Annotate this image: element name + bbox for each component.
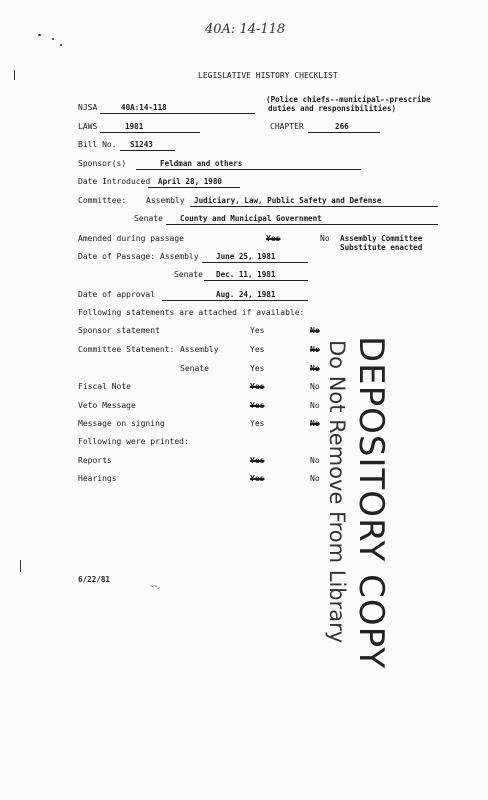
amended-no: No — [320, 234, 330, 243]
depository-stamp — [281, 336, 391, 670]
hearings-label: Hearings — [78, 474, 117, 483]
reports-yes: Yes — [250, 456, 265, 465]
sponsors-underline — [136, 169, 361, 170]
sponsor-statement-yes: Yes — [250, 326, 265, 335]
statements-heading: Following statements are attached if available: — [78, 308, 305, 317]
amended-note-line-1: Assembly Committee — [340, 234, 423, 243]
signing-message-label: Message on signing — [78, 419, 165, 428]
scan-speck — [38, 34, 41, 36]
committee-statement-assembly-no: No — [310, 345, 320, 354]
introduced-underline — [148, 187, 240, 188]
approval-underline — [162, 300, 308, 301]
passage-senate-label: Senate — [174, 270, 203, 279]
sponsor-statement-label: Sponsor statement — [78, 326, 160, 335]
committee-statement-assembly-label: Assembly — [180, 345, 219, 354]
stamp-line-1: DEPOSITORY COPY — [351, 336, 391, 670]
sponsors-label: Sponsor(s) — [78, 159, 127, 168]
bill-underline — [120, 150, 175, 151]
passage-assembly-value: June 25, 1981 — [216, 252, 276, 261]
scan-mark: ~~, — [150, 583, 161, 590]
introduced-value: April 28, 1980 — [158, 177, 223, 186]
fiscal-note-label: Fiscal Note — [78, 382, 131, 391]
passage-senate-underline — [204, 280, 308, 281]
bill-label: Bill No. — [78, 140, 117, 149]
laws-underline — [100, 132, 200, 133]
subject-line-2: duties and responsibilities) — [268, 104, 397, 113]
amended-label: Amended during passage — [78, 234, 184, 243]
laws-label: LAWS — [78, 122, 98, 131]
stamp-line-2: Do Not Remove From Library — [325, 340, 349, 644]
veto-message-yes: Yes — [250, 401, 265, 410]
passage-senate-value: Dec. 11, 1981 — [216, 270, 276, 279]
scan-speck — [14, 70, 15, 80]
veto-message-no: No — [310, 401, 320, 410]
signing-message-yes: Yes — [250, 419, 265, 428]
committee-statement-senate-label: Senate — [180, 364, 209, 373]
chapter-value: 266 — [335, 122, 349, 131]
committee-label: Committee: — [78, 196, 127, 205]
passage-assembly-underline — [202, 262, 308, 263]
fiscal-note-no: No — [310, 382, 320, 391]
committee-statement-assembly-yes: Yes — [250, 345, 265, 354]
committee-statement-label: Committee Statement: — [78, 345, 175, 354]
veto-message-label: Veto Message — [78, 401, 136, 410]
amended-note-line-2: Substitute enacted — [340, 243, 423, 252]
fiscal-note-yes: Yes — [250, 382, 265, 391]
scan-speck — [52, 38, 54, 40]
signing-message-no: No — [310, 419, 320, 428]
committee-statement-senate-no: No — [310, 364, 320, 373]
chapter-underline — [308, 132, 380, 133]
njsa-underline — [100, 113, 255, 114]
reports-label: Reports — [78, 456, 112, 465]
passage-assembly-label: Assembly — [160, 252, 199, 261]
committee-statement-senate-yes: Yes — [250, 364, 265, 373]
committee-assembly-label: Assembly — [146, 196, 185, 205]
handwritten-reference: 40A: 14-118 — [205, 22, 286, 37]
chapter-label: CHAPTER — [270, 122, 304, 131]
njsa-label: NJSA — [78, 103, 98, 112]
reports-no: No — [310, 456, 320, 465]
amended-yes: Yes — [266, 234, 281, 243]
approval-value: Aug. 24, 1981 — [216, 290, 276, 299]
njsa-value: 40A:14-118 — [121, 103, 167, 112]
scan-speck — [60, 44, 62, 46]
hearings-yes: Yes — [250, 474, 265, 483]
sponsor-statement-no: No — [310, 326, 320, 335]
committee-senate-label: Senate — [134, 214, 163, 223]
committee-assembly-value: Judiciary, Law, Public Safety and Defense — [194, 196, 382, 205]
sponsors-value: Feldman and others — [160, 159, 243, 168]
committee-senate-underline — [166, 224, 438, 225]
laws-value: 1981 — [125, 122, 144, 131]
footer-date: 6/22/81 — [78, 575, 111, 584]
committee-senate-value: County and Municipal Government — [180, 214, 322, 223]
bill-value: S1243 — [130, 140, 153, 149]
document-title: LEGISLATIVE HISTORY CHECKLIST — [198, 71, 338, 80]
approval-label: Date of approval — [78, 290, 156, 299]
printed-heading: Following were printed: — [78, 437, 189, 446]
scan-speck — [20, 560, 21, 572]
passage-label: Date of Passage: — [78, 252, 156, 261]
introduced-label: Date Introduced — [78, 177, 151, 186]
hearings-no: No — [310, 474, 320, 483]
committee-assembly-underline — [190, 206, 438, 207]
subject-line-1: (Police chiefs--municipal--prescribe — [266, 95, 431, 104]
